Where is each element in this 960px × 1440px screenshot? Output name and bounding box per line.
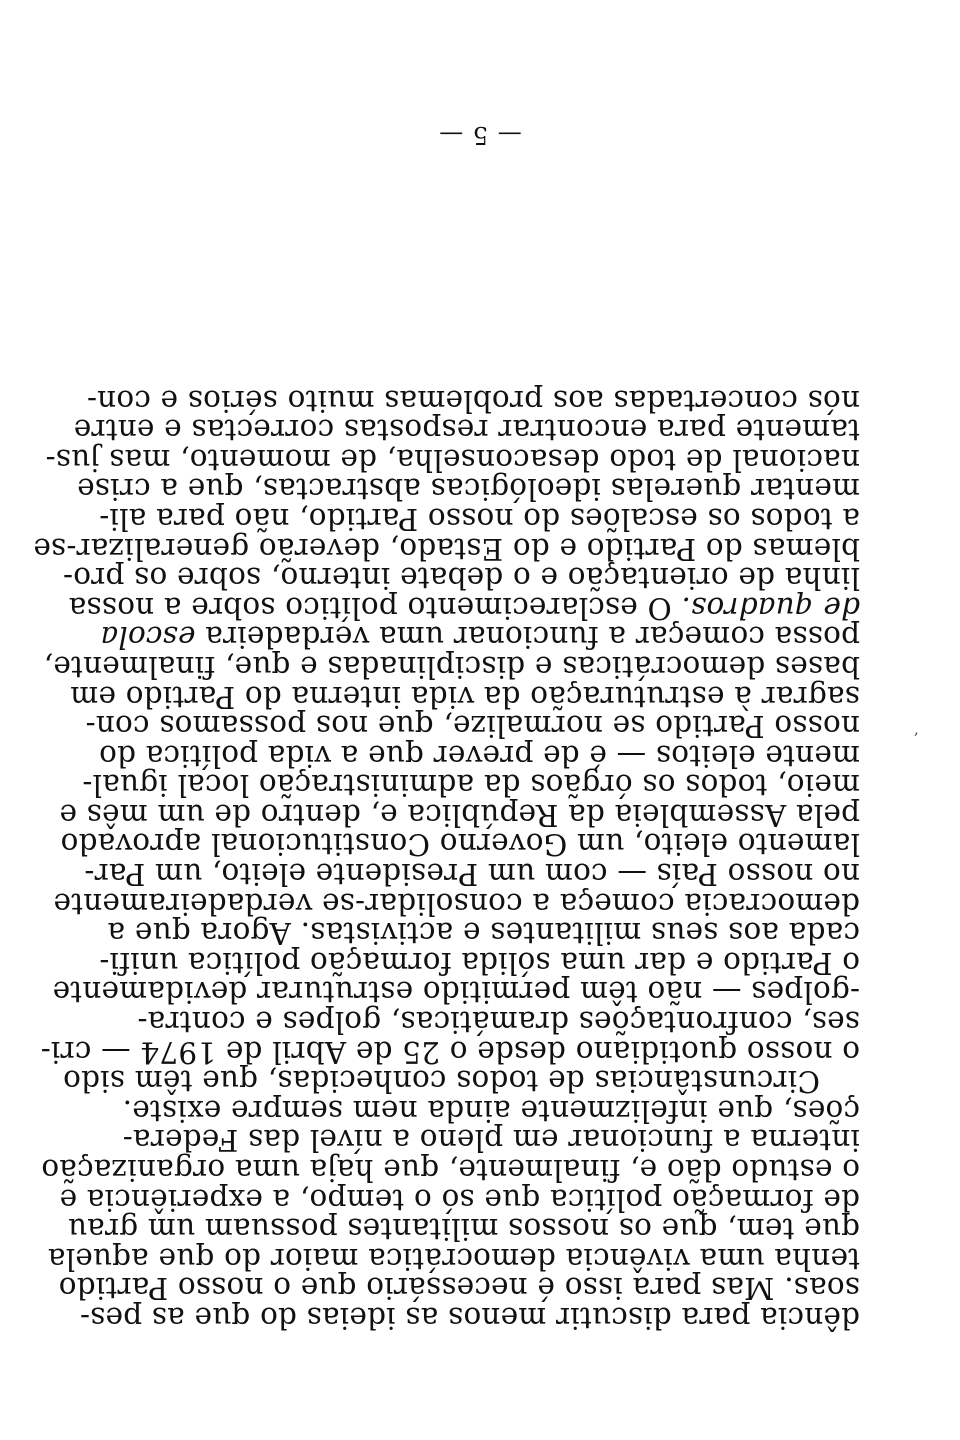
text-line: democracia começa a consolidar-se verdadeiramente (53, 886, 860, 921)
text-line: nosso Partido se normalize, que nos possamos con- (85, 709, 860, 744)
text-line: mentar querelas ideológicas abstractas, que a crise (76, 472, 860, 507)
text-line: linha de orientação e o debate interno, sobre os pro- (62, 561, 860, 596)
text-line: o Partido e dar uma sólida formação política unifi- (99, 945, 860, 980)
text-line: pela Assembleia da República e, dentro de um mês e (59, 797, 860, 832)
text-line: sagrar à estruturação da vida interna do Partido em (70, 679, 860, 714)
text-line: interna a funcionar em pleno a nível das Federa- (122, 1123, 860, 1158)
italic-phrase: escola (100, 620, 196, 655)
text-line: meio, todos os órgãos da administração local igual- (82, 768, 860, 803)
text-line: cada aos seus militantes e activistas. Agora que a (107, 916, 860, 951)
text-line: a todos os escalões do nosso Partido, não para ali- (99, 501, 860, 536)
text-line: soas. Mas para isso é necessário que o nosso Partido (58, 1271, 860, 1306)
text-line-with-italic: possa começar a funcionar uma verdadeira escola (100, 620, 860, 655)
body-text (33, 383, 860, 1335)
text-line: tenha uma vivência democrática maior do que aquela (47, 1241, 860, 1276)
text-line: ses, confrontações dramáticas, golpes e contra- (137, 1005, 860, 1040)
text-line: o nosso quotidiano desde o 25 de Abril de 1974 — cri- (40, 1034, 860, 1069)
text-line: o estudo dão e, finalmente, que haja uma organização (41, 1153, 860, 1188)
text-line-paragraph-start: Circunstâncias de todos conhecidas, que têm sido (62, 1064, 820, 1099)
text-line: de formação política que só o tempo, a experiência e (59, 1182, 860, 1217)
text-line: bases democráticas e disciplinadas e que, finalmente, (43, 649, 860, 684)
text-line: blemas do Partido e do Estado, deverão generalizar-se (33, 531, 860, 566)
text-line-with-italic: de quadros. O esclarecimento político sobre a nossa (68, 590, 860, 625)
italic-phrase: de quadros. (681, 590, 860, 625)
text-line: lamento eleito, um Governo Constitucional aprovado (60, 827, 860, 862)
text-line: que tem, que os nossos militantes possuam um grau (67, 1212, 860, 1247)
text-line: no nosso País — com um Presidente eleito, um Par- (84, 857, 860, 892)
text-line: dência para discutir menos as ideias do que as pes- (79, 1301, 860, 1335)
stray-mark: ‚ (914, 722, 919, 738)
text-line: tamente para encontrar respostas correctas e entre (73, 413, 860, 448)
text-line: -golpes — não têm permitido estruturar devidamente (52, 975, 860, 1010)
text-line: nós concertadas aos problemas muito sérios e con- (86, 383, 860, 418)
page-number: — 5 — (438, 121, 522, 149)
text-line-paragraph-end: ções, que infelizmente ainda nem sempre existe. (122, 1093, 860, 1128)
text-line: nacional de todo desaconselha, de momento, mas jus- (45, 442, 860, 477)
text-line: mente eleitos — é de prever que a vida política do (98, 738, 860, 773)
